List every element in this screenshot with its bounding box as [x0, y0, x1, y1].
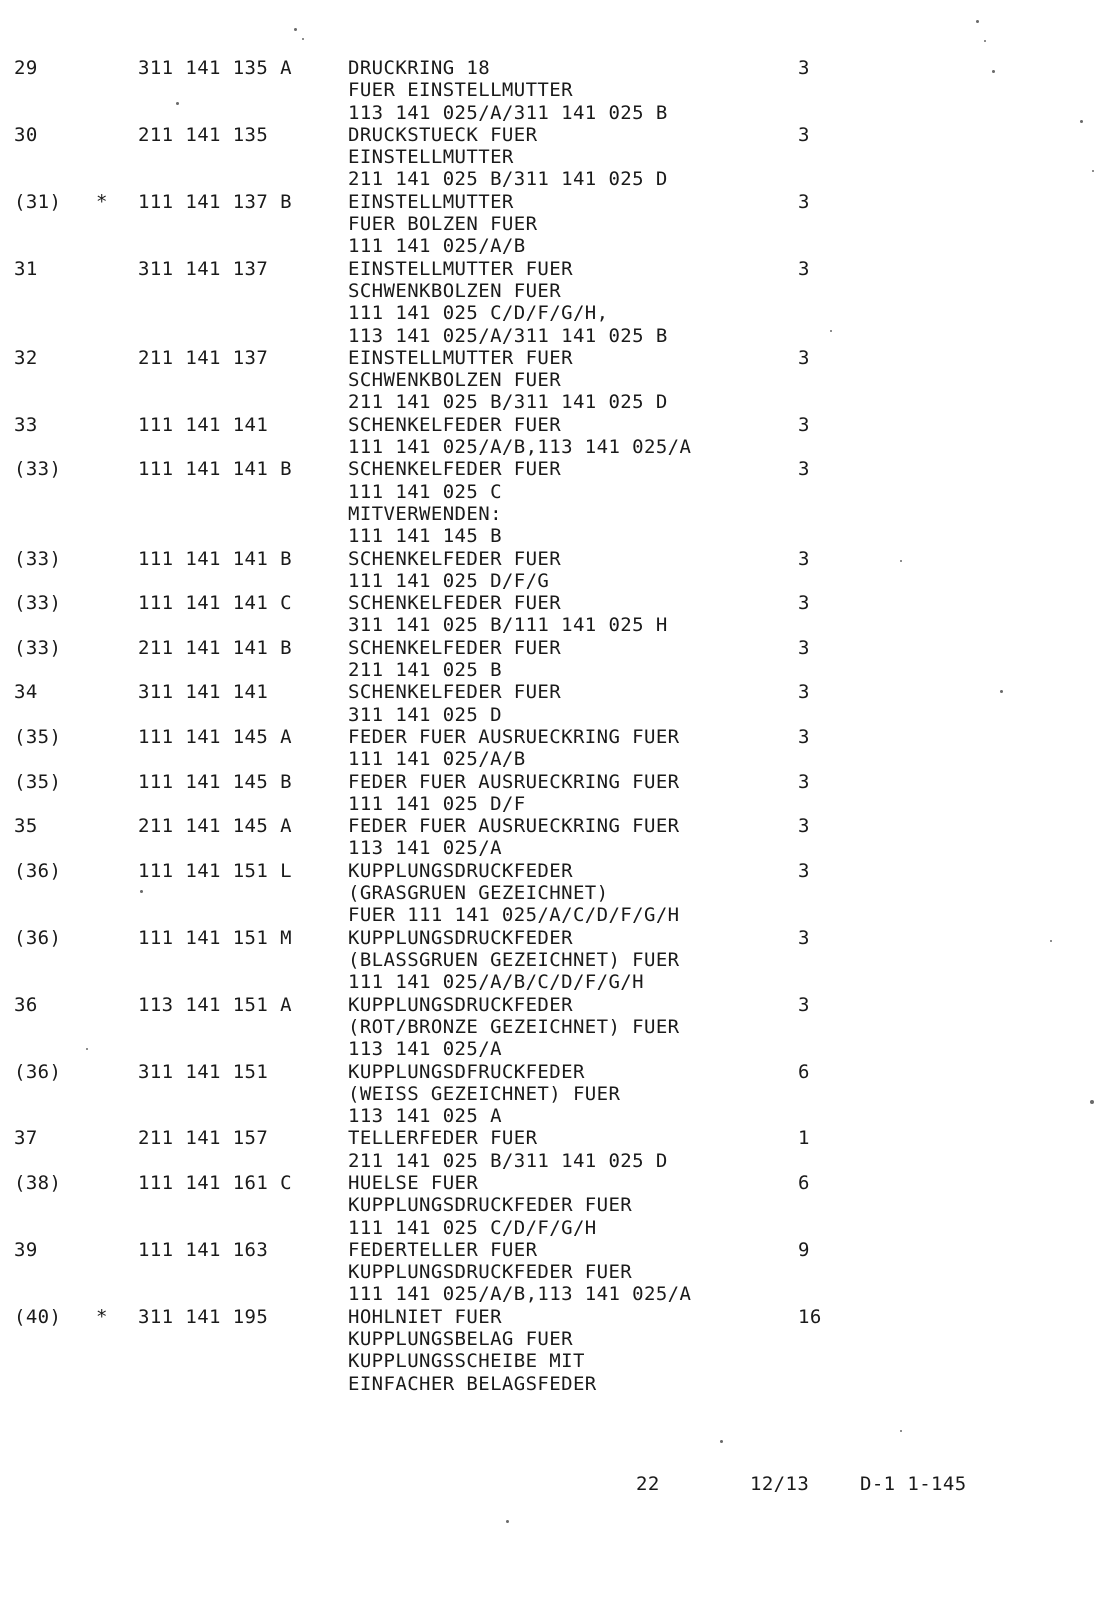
- part-number: 311 141 195: [138, 1305, 269, 1328]
- parts-row: [0, 771, 1110, 816]
- description-line: FUER EINSTELLMUTTER: [348, 79, 573, 102]
- parts-row: [0, 1172, 1110, 1239]
- quantity: 3: [798, 681, 810, 704]
- part-number: 111 141 161 C: [138, 1172, 292, 1194]
- description-line: 113 141 025/A: [348, 837, 502, 860]
- description-line: 211 141 025 B/311 141 025 D: [348, 168, 668, 191]
- quantity: 3: [798, 190, 810, 213]
- part-number: 211 141 135: [138, 123, 269, 146]
- description-line: KUPPLUNGSDRUCKFEDER: [348, 926, 573, 949]
- description-line: 211 141 025 B/311 141 025 D: [348, 391, 668, 414]
- description-line: 111 141 025 C/D/F/G/H,: [348, 302, 609, 325]
- part-number: 311 141 135 A: [138, 57, 292, 79]
- description-line: SCHENKELFEDER FUER: [348, 681, 562, 704]
- quantity: 3: [798, 636, 810, 659]
- parts-row: [0, 124, 1110, 191]
- description-line: 111 141 025/A/B,113 141 025/A: [348, 436, 692, 459]
- part-description: [348, 458, 778, 547]
- description-line: FEDER FUER AUSRUECKRING FUER: [348, 815, 680, 838]
- parts-row: [0, 815, 1110, 860]
- parts-row: [0, 1306, 1110, 1395]
- position-number: 35: [14, 815, 38, 838]
- description-line: SCHWENKBOLZEN FUER: [348, 369, 562, 392]
- parts-row: [0, 681, 1110, 726]
- part-description: [348, 548, 778, 593]
- description-line: FEDER FUER AUSRUECKRING FUER: [348, 726, 680, 748]
- description-line: TELLERFEDER FUER: [348, 1127, 538, 1150]
- parts-row: [0, 347, 1110, 414]
- part-number: 111 141 137 B: [138, 190, 292, 213]
- description-line: FEDER FUER AUSRUECKRING FUER: [348, 770, 680, 793]
- quantity: 9: [798, 1238, 810, 1261]
- position-number: 32: [14, 346, 38, 369]
- part-number: 111 141 145 A: [138, 726, 292, 748]
- position-number: (33): [14, 458, 62, 481]
- description-line: EINSTELLMUTTER FUER: [348, 346, 573, 369]
- note-marker: *: [96, 1305, 108, 1328]
- description-line: KUPPLUNGSDFRUCKFEDER: [348, 1060, 585, 1083]
- quantity: 3: [798, 726, 810, 748]
- description-line: KUPPLUNGSDRUCKFEDER FUER: [348, 1261, 633, 1284]
- position-number: 29: [14, 57, 38, 79]
- description-line: 111 141 025/A/B: [348, 235, 526, 258]
- description-line: KUPPLUNGSDRUCKFEDER: [348, 993, 573, 1016]
- position-number: 31: [14, 257, 38, 280]
- part-number: 111 141 141 B: [138, 458, 292, 481]
- description-line: FUER BOLZEN FUER: [348, 213, 538, 236]
- parts-row: [0, 592, 1110, 637]
- description-line: 311 141 025 D: [348, 703, 502, 726]
- part-description: [348, 1306, 778, 1395]
- note-marker: *: [96, 190, 108, 213]
- position-number: (36): [14, 1060, 62, 1083]
- description-line: 113 141 025/A: [348, 1038, 502, 1061]
- part-description: [348, 681, 778, 726]
- parts-row: [0, 258, 1110, 347]
- description-line: 111 141 025 D/F/G: [348, 569, 550, 592]
- issue-date: 12/13: [750, 1473, 810, 1495]
- part-description: [348, 347, 778, 414]
- part-number: 311 141 137: [138, 257, 269, 280]
- parts-row: [0, 1127, 1110, 1172]
- parts-row: [0, 994, 1110, 1061]
- quantity: 3: [798, 346, 810, 369]
- description-line: 113 141 025/A/311 141 025 B: [348, 101, 668, 124]
- parts-row: [0, 458, 1110, 547]
- position-number: (35): [14, 770, 62, 793]
- part-description: [348, 1239, 778, 1306]
- description-line: (ROT/BRONZE GEZEICHNET) FUER: [348, 1015, 680, 1038]
- description-line: SCHENKELFEDER FUER: [348, 413, 562, 436]
- part-number: 311 141 141: [138, 681, 269, 704]
- part-number: 111 141 163: [138, 1238, 269, 1261]
- description-line: EINFACHER BELAGSFEDER: [348, 1372, 597, 1395]
- description-line: SCHENKELFEDER FUER: [348, 592, 562, 615]
- quantity: 3: [798, 859, 810, 882]
- description-line: MITVERWENDEN:: [348, 502, 502, 525]
- description-line: 111 141 145 B: [348, 525, 502, 548]
- part-description: [348, 771, 778, 816]
- parts-row: [0, 1239, 1110, 1306]
- description-line: 111 141 025/A/B,113 141 025/A: [348, 1283, 692, 1306]
- part-number: 211 141 141 B: [138, 636, 292, 659]
- quantity: 3: [798, 57, 810, 79]
- position-number: (31): [14, 190, 62, 213]
- position-number: 30: [14, 123, 38, 146]
- description-line: (BLASSGRUEN GEZEICHNET) FUER: [348, 948, 680, 971]
- description-line: KUPPLUNGSDRUCKFEDER FUER: [348, 1194, 633, 1217]
- description-line: SCHENKELFEDER FUER: [348, 547, 562, 570]
- part-description: [348, 637, 778, 682]
- part-description: [348, 1061, 778, 1128]
- part-number: 113 141 151 A: [138, 993, 292, 1016]
- part-number: 111 141 145 B: [138, 770, 292, 793]
- position-number: 36: [14, 993, 38, 1016]
- position-number: (36): [14, 859, 62, 882]
- description-line: 111 141 025/A/B: [348, 748, 526, 771]
- part-number: 111 141 141: [138, 413, 269, 436]
- part-description: [348, 124, 778, 191]
- part-description: [348, 860, 778, 927]
- part-description: [348, 57, 778, 124]
- parts-row: [0, 548, 1110, 593]
- description-line: KUPPLUNGSDRUCKFEDER: [348, 859, 573, 882]
- parts-row: [0, 860, 1110, 927]
- quantity: 3: [798, 458, 810, 481]
- quantity: 3: [798, 592, 810, 615]
- parts-row: [0, 1061, 1110, 1128]
- description-line: 111 141 025 C/D/F/G/H: [348, 1216, 597, 1239]
- part-number: 111 141 151 L: [138, 859, 292, 882]
- parts-row: [0, 637, 1110, 682]
- position-number: (33): [14, 547, 62, 570]
- description-line: FUER 111 141 025/A/C/D/F/G/H: [348, 904, 680, 927]
- position-number: (33): [14, 592, 62, 615]
- part-number: 311 141 151: [138, 1060, 269, 1083]
- part-description: [348, 1172, 778, 1239]
- part-number: 111 141 141 C: [138, 592, 292, 615]
- part-number: 111 141 141 B: [138, 547, 292, 570]
- parts-row: [0, 414, 1110, 459]
- position-number: (35): [14, 726, 62, 748]
- description-line: SCHENKELFEDER FUER: [348, 458, 562, 481]
- position-number: (38): [14, 1172, 62, 1194]
- description-line: 111 141 025 D/F: [348, 792, 526, 815]
- position-number: (40): [14, 1305, 62, 1328]
- part-description: [348, 1127, 778, 1172]
- description-line: 211 141 025 B: [348, 659, 502, 682]
- part-description: [348, 726, 778, 771]
- description-line: SCHENKELFEDER FUER: [348, 636, 562, 659]
- description-line: KUPPLUNGSSCHEIBE MIT: [348, 1350, 585, 1373]
- parts-row: [0, 191, 1110, 258]
- position-number: (33): [14, 636, 62, 659]
- description-line: 211 141 025 B/311 141 025 D: [348, 1149, 668, 1172]
- quantity: 3: [798, 413, 810, 436]
- quantity: 16: [798, 1305, 822, 1328]
- quantity: 3: [798, 926, 810, 949]
- part-description: [348, 258, 778, 347]
- position-number: 33: [14, 413, 38, 436]
- part-description: [348, 815, 778, 860]
- quantity: 3: [798, 770, 810, 793]
- description-line: EINSTELLMUTTER: [348, 146, 514, 169]
- quantity: 3: [798, 547, 810, 570]
- quantity: 6: [798, 1060, 810, 1083]
- position-number: 37: [14, 1127, 38, 1150]
- description-line: (GRASGRUEN GEZEICHNET): [348, 882, 609, 905]
- description-line: EINSTELLMUTTER: [348, 190, 514, 213]
- section-reference: D-1 1-145: [860, 1473, 967, 1495]
- description-line: EINSTELLMUTTER FUER: [348, 257, 573, 280]
- part-description: [348, 927, 778, 994]
- part-number: 211 141 137: [138, 346, 269, 369]
- quantity: 3: [798, 257, 810, 280]
- description-line: 311 141 025 B/111 141 025 H: [348, 614, 668, 637]
- part-number: 111 141 151 M: [138, 926, 292, 949]
- parts-row: [0, 927, 1110, 994]
- description-line: KUPPLUNGSBELAG FUER: [348, 1328, 573, 1351]
- description-line: (WEISS GEZEICHNET) FUER: [348, 1082, 621, 1105]
- position-number: 34: [14, 681, 38, 704]
- page-number: 22: [636, 1473, 660, 1495]
- part-number: 211 141 145 A: [138, 815, 292, 838]
- part-description: [348, 191, 778, 258]
- quantity: 1: [798, 1127, 810, 1150]
- description-line: FEDERTELLER FUER: [348, 1238, 538, 1261]
- description-line: SCHWENKBOLZEN FUER: [348, 279, 562, 302]
- quantity: 6: [798, 1172, 810, 1194]
- part-description: [348, 592, 778, 637]
- position-number: (36): [14, 926, 62, 949]
- description-line: DRUCKRING 18: [348, 57, 491, 79]
- position-number: 39: [14, 1238, 38, 1261]
- quantity: 3: [798, 123, 810, 146]
- description-line: 111 141 025 C: [348, 480, 502, 503]
- description-line: HOHLNIET FUER: [348, 1305, 502, 1328]
- description-line: 111 141 025/A/B/C/D/F/G/H: [348, 971, 644, 994]
- part-description: [348, 414, 778, 459]
- description-line: 113 141 025/A/311 141 025 B: [348, 324, 668, 347]
- parts-row: [0, 726, 1110, 771]
- quantity: 3: [798, 815, 810, 838]
- description-line: 113 141 025 A: [348, 1105, 502, 1128]
- description-line: HUELSE FUER: [348, 1172, 479, 1194]
- parts-row: [0, 57, 1110, 124]
- part-description: [348, 994, 778, 1061]
- quantity: 3: [798, 993, 810, 1016]
- part-number: 211 141 157: [138, 1127, 269, 1150]
- description-line: DRUCKSTUECK FUER: [348, 123, 538, 146]
